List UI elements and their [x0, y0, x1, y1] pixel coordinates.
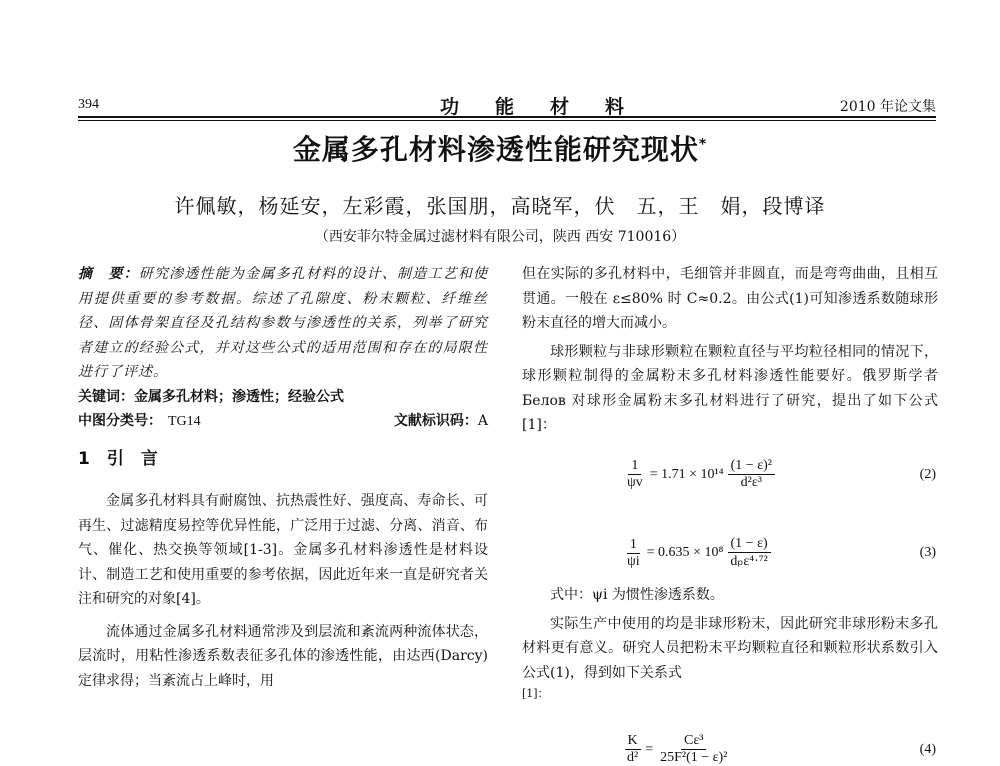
formula-4: [620, 733, 936, 766]
intro-paragraph-2: 流体通过金属多孔材料通常涉及到层流和紊流两种流体状态，层流时，用粘性渗透系数表征多孔体的渗透性能，由达西(Darcy)定律求得；当紊流占上峰时，用: [78, 623, 488, 689]
right-column: [522, 262, 938, 446]
formula-mid: = 1.71 × 10¹⁴: [649, 466, 724, 482]
doc-code-value: A: [477, 413, 488, 429]
formula-lhs: $\frac{1}{\psi i}$: [627, 536, 640, 569]
formula-mid: = 0.635 × 10⁸: [646, 545, 724, 560]
formula-rhs: $\frac{\text{(1 − ε)²}}{\text{d²ε³}}$: [728, 458, 775, 491]
formula-rhs: $\frac{\text{Cε³}}{\text{25F²(1 − ε)²}}$: [660, 733, 728, 765]
intro-paragraph-1: 金属多孔材料具有耐腐蚀、抗热震性好、强度高、寿命长、可再生、过滤精度易控等优异性能，广泛用于过滤、分离、消音、布气、催化、热交换等领域[1-3]。金属多孔材料渗透性是材料设计、制造工艺和使用重要的参考依据，因此近年来一直是研究者关注和研究的对象[4]。: [78, 493, 488, 607]
doc-code-label: 文献标识码：: [393, 413, 478, 429]
right-paragraph-1: 但在实际的多孔材料中，毛细管并非圆直，而是弯弯曲曲，且相互贯通。一般在 ε≤80% 时 C≈0.2。由公式(1)可知渗透系数随球形粉末直径的增大而减小。: [522, 266, 938, 331]
formula-2: [620, 458, 936, 491]
affiliation: （西安菲尔特金属过滤材料有限公司，陕西 西安 710016）: [314, 229, 686, 245]
equation-number: (3): [919, 545, 936, 560]
issue-label: 2010 年论文集: [839, 99, 936, 115]
author-list: 许佩敏，杨延安，左彩霞，张国朋，高晓军，伏 五，王 娟，段博译: [174, 194, 826, 218]
header-rule-thin: [78, 120, 936, 121]
classification-row: [78, 409, 488, 435]
abstract: [78, 262, 488, 385]
reference-mark: [1]：: [522, 687, 549, 700]
title-footnote-mark: *: [698, 136, 708, 153]
journal-name: 功能材料: [440, 96, 661, 118]
keywords-label: 关键词：: [78, 388, 134, 405]
keywords: [78, 385, 488, 410]
formula-lhs: $\frac{1}{\psi v}$: [627, 458, 643, 490]
abstract-label: 摘 要：: [78, 266, 139, 282]
formula-mid: =: [645, 741, 654, 757]
paper-title: [0, 128, 1000, 168]
formula-lhs: $\frac{K}{\text{d²}}$: [624, 733, 641, 766]
formula-rhs: $\frac{(1 - \varepsilon)}{\text{dₚε⁴·⁷²}}$: [727, 536, 771, 570]
class-label: 中图分类号：: [78, 413, 162, 429]
equation-number: (2): [919, 466, 936, 482]
keywords-text: 金属多孔材料；渗透性；经验公式: [134, 388, 344, 405]
title-text: 金属多孔材料渗透性能研究现状: [292, 133, 699, 166]
right-paragraph-3: 实际生产中使用的均是非球形粉末，因此研究非球形粉末多孔材料更有意义。研究人员把粉末平均颗粒直径和颗粒形状系数引入公式(1)，得到如下关系式: [522, 615, 938, 681]
left-column: [78, 262, 488, 701]
equation-number: (4): [919, 741, 936, 757]
class-value: TG14: [168, 414, 201, 429]
page-number: 394: [78, 97, 99, 112]
formula-3: [620, 536, 936, 570]
section-heading: 1 引 言: [78, 448, 158, 469]
abstract-text: 研究渗透性能为金属多孔材料的设计、制造工艺和使用提供重要的参考数据。综述了孔隙度、粉末颗粒、纤维丝径、固体骨架直径及孔结构参数与渗透性的关系，列举了研究者建立的经验公式，并对这些公式的适用范围和存在的局限性进行了评述。: [78, 266, 489, 380]
right-column-lower: [522, 583, 938, 703]
header-rule: [78, 116, 936, 118]
right-paragraph-2: 球形颗粒与非球形颗粒在颗粒直径与平均粒径相同的情况下，球形颗粒制得的金属粉末多孔材料渗透性能要好。俄罗斯学者 Белов 对球形金属粉末多孔材料进行了研究，提出了如下公式 [1]：: [522, 343, 938, 433]
inertia-note: 式中：ψi 为惯性渗透系数。: [550, 587, 724, 603]
